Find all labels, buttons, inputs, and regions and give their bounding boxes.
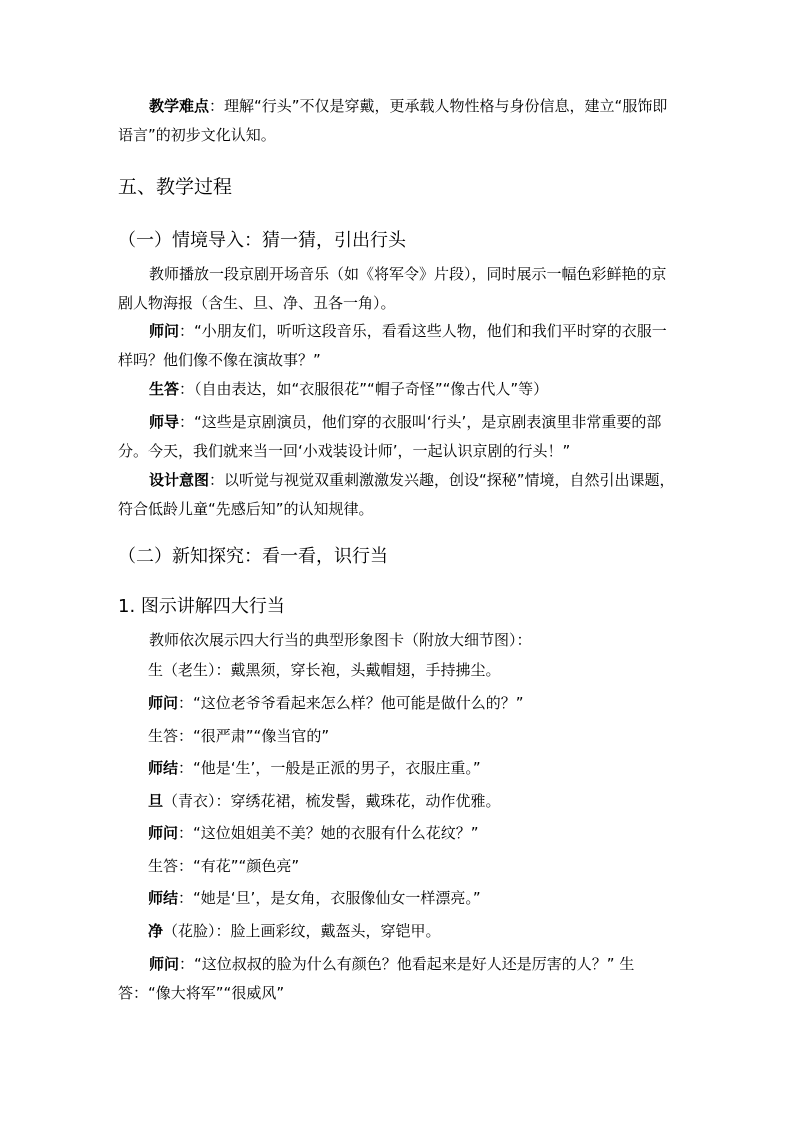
speaker-label: 师结 — [148, 759, 179, 777]
sheng-student-answer — [148, 722, 329, 751]
role-label: 旦 — [148, 792, 164, 810]
speaker-label: 师问 — [149, 322, 180, 340]
dialogue-text: ：“这位姐姐美不美？她的衣服有什么花纹？” — [178, 824, 479, 842]
role-label: 净 — [148, 922, 164, 940]
speaker-label: 生答 — [148, 727, 179, 745]
speaker-label: 生答 — [118, 955, 635, 1002]
student-answer — [118, 375, 678, 404]
dialogue-text: ：“小朋友们，听听这段音乐，看看这些人物，他们和我们平时穿的衣服一样吗？他们像不像在演故事？” — [118, 322, 667, 369]
dialogue-text: ：（自由表达，如“衣服很花”“帽子奇怪”“像古代人”等） — [179, 380, 549, 398]
section-title-process: 五、教学过程 — [118, 176, 233, 198]
intro-paragraph: 教师播放一段京剧开场音乐（如《将军令》片段），同时展示一幅色彩鲜艳的京剧人物海报（含生、旦、净、丑各一角）。 — [118, 265, 667, 312]
role-sheng: 生（老生）：戴黑须，穿长袍，头戴帽翅，手持拂尘。 — [148, 661, 501, 679]
teacher-guide — [118, 408, 678, 466]
dan-student-answer — [148, 852, 299, 881]
dialogue-text: ：“有花”“颜色亮” — [178, 857, 300, 875]
role-text: （花脸）：脸上画彩纹，戴盔头，穿铠甲。 — [163, 922, 441, 940]
dialogue-text: ：“这位老爷爷看起来怎么样？他可能是做什么的？” — [178, 694, 524, 712]
teacher-question — [118, 317, 678, 375]
dan-teacher-question — [148, 819, 479, 848]
speaker-label: 生答 — [148, 857, 179, 875]
role-dan — [148, 787, 501, 816]
dialogue-text: ：“这位叔叔的脸为什么有颜色？他看起来是好人还是厉害的人？” — [179, 955, 615, 973]
sheng-teacher-summary — [148, 754, 481, 783]
speaker-label: 师问 — [148, 824, 179, 842]
speaker-label: 生答 — [149, 380, 180, 398]
dialogue-text: ：“很严肃”“像当官的” — [178, 727, 330, 745]
difficulty-text: ：理解“行头”不仅是穿戴，更承载人物性格与身份信息，建立“服饰即语言”的初步文化认知。 — [118, 97, 668, 144]
sheng-teacher-question — [148, 689, 524, 718]
intent-text: ：以听觉与视觉双重刺激激发兴趣，创设“探秘”情境，自然引出课题，符合低龄儿童“先感后知”的认知规律。 — [118, 471, 675, 518]
speaker-label: 师结 — [148, 889, 179, 907]
dialogue-text: ：“他是‘生’，一般是正派的男子，衣服庄重。” — [178, 759, 481, 777]
speaker-label: 师导 — [149, 413, 180, 431]
difficulty-label: 教学难点 — [149, 97, 210, 115]
dialogue-text: ：“她是‘旦’，是女角，衣服像仙女一样漂亮。” — [178, 889, 481, 907]
speaker-label: 师问 — [149, 955, 180, 973]
design-intent — [118, 466, 678, 524]
dialogue-text: ：“像大将军”“很威风” — [133, 984, 285, 1002]
dan-teacher-summary — [148, 884, 481, 913]
roles-intro: 教师依次展示四大行当的典型形象图卡（附放大细节图）： — [149, 631, 532, 649]
role-jing — [148, 917, 441, 946]
intent-label: 设计意图 — [149, 471, 210, 489]
teaching-difficulty — [118, 92, 678, 150]
role-text: （青衣）：穿绣花裙，梳发髻，戴珠花，动作优雅。 — [163, 792, 501, 810]
jing-teacher-question — [118, 950, 678, 1008]
dialogue-text: ：“这些是京剧演员，他们穿的衣服叫‘行头’，是京剧表演里非常重要的部分。今天，我们就来当一回‘小戏装设计师’，一起认识京剧的行头！” — [118, 413, 662, 460]
subheading-four-roles: 1. 图示讲解四大行当 — [118, 596, 285, 617]
speaker-label: 师问 — [148, 694, 179, 712]
heading-situation-intro: （一）情境导入：猜一猜，引出行头 — [118, 230, 406, 251]
heading-new-knowledge: （二）新知探究：看一看，识行当 — [118, 546, 388, 567]
